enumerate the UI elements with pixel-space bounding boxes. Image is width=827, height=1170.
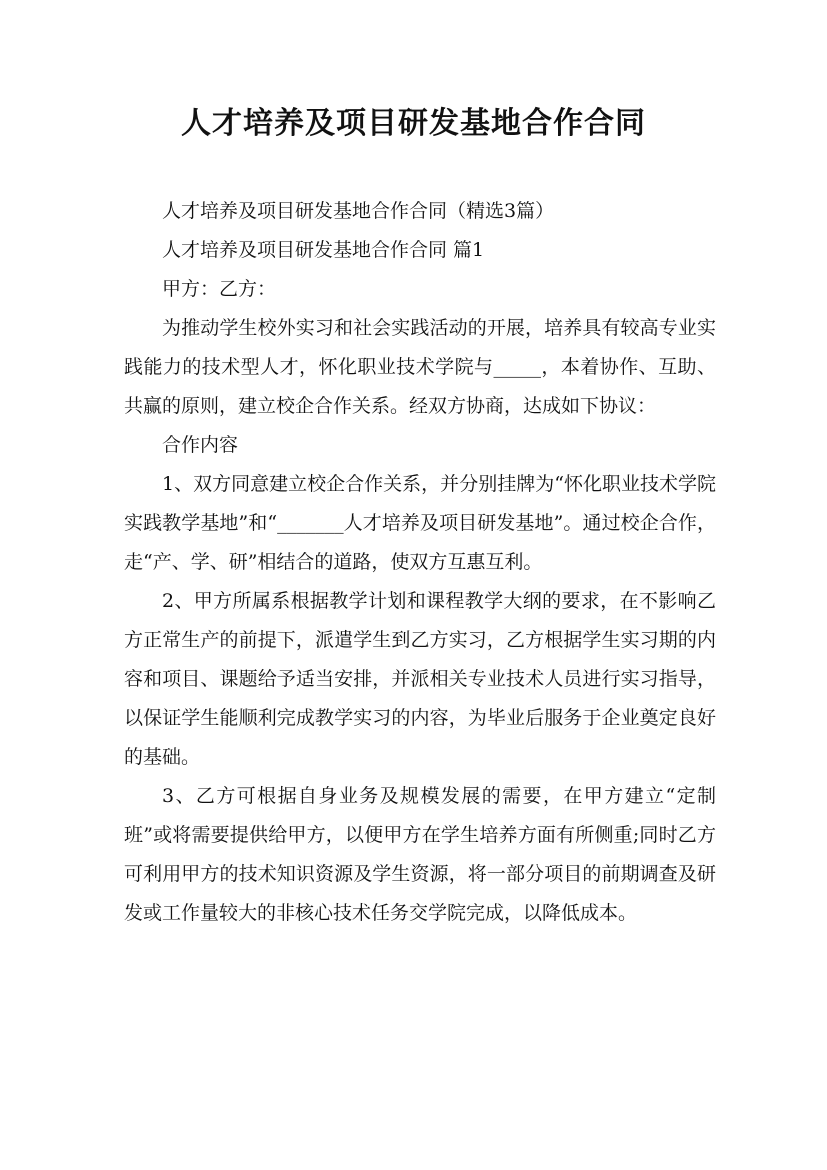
paragraph-section-heading: 人才培养及项目研发基地合作合同 篇1 <box>162 239 485 261</box>
document-title: 人才培养及项目研发基地合作合同 <box>181 106 646 141</box>
paragraph-subtitle: 人才培养及项目研发基地合作合同（精选3篇） <box>162 200 555 222</box>
paragraph-parties: 甲方：乙方： <box>162 278 277 300</box>
paragraph-preamble: 为推动学生校外实习和社会实践活动的开展，培养具有较高专业实践能力的技术型人才，怀化职业技术学院与_____，本着协作、互助、共赢的原则，建立校企合作关系。经双方协商，达成如下协议： <box>124 317 716 417</box>
document-body <box>124 192 716 933</box>
paragraph-clause-1: 1、双方同意建立校企合作关系，并分别挂牌为“怀化职业技术学院实践教学基地”和“_______人才培养及项目研发基地”。通过校企合作，走“产、学、研”相结合的道路，使双方互惠互利。 <box>124 473 716 573</box>
paragraph-clause-2: 2、甲方所属系根据教学计划和课程教学大纲的要求，在不影响乙方正常生产的前提下，派遣学生到乙方实习，乙方根据学生实习期的内容和项目、课题给予适当安排，并派相关专业技术人员进行实习指导，以保证学生能顺利完成教学实习的内容，为毕业后服务于企业奠定良好的基础。 <box>124 590 716 768</box>
paragraph-clause-3: 3、乙方可根据自身业务及规模发展的需要，在甲方建立“定制班”或将需要提供给甲方，以便甲方在学生培养方面有所侧重;同时乙方可利用甲方的技术知识资源及学生资源，将一部分项目的前期调查及研发或工作量较大的非核心技术任务交学院完成，以降低成本。 <box>124 785 716 924</box>
paragraph-cooperation-heading: 合作内容 <box>162 434 239 456</box>
